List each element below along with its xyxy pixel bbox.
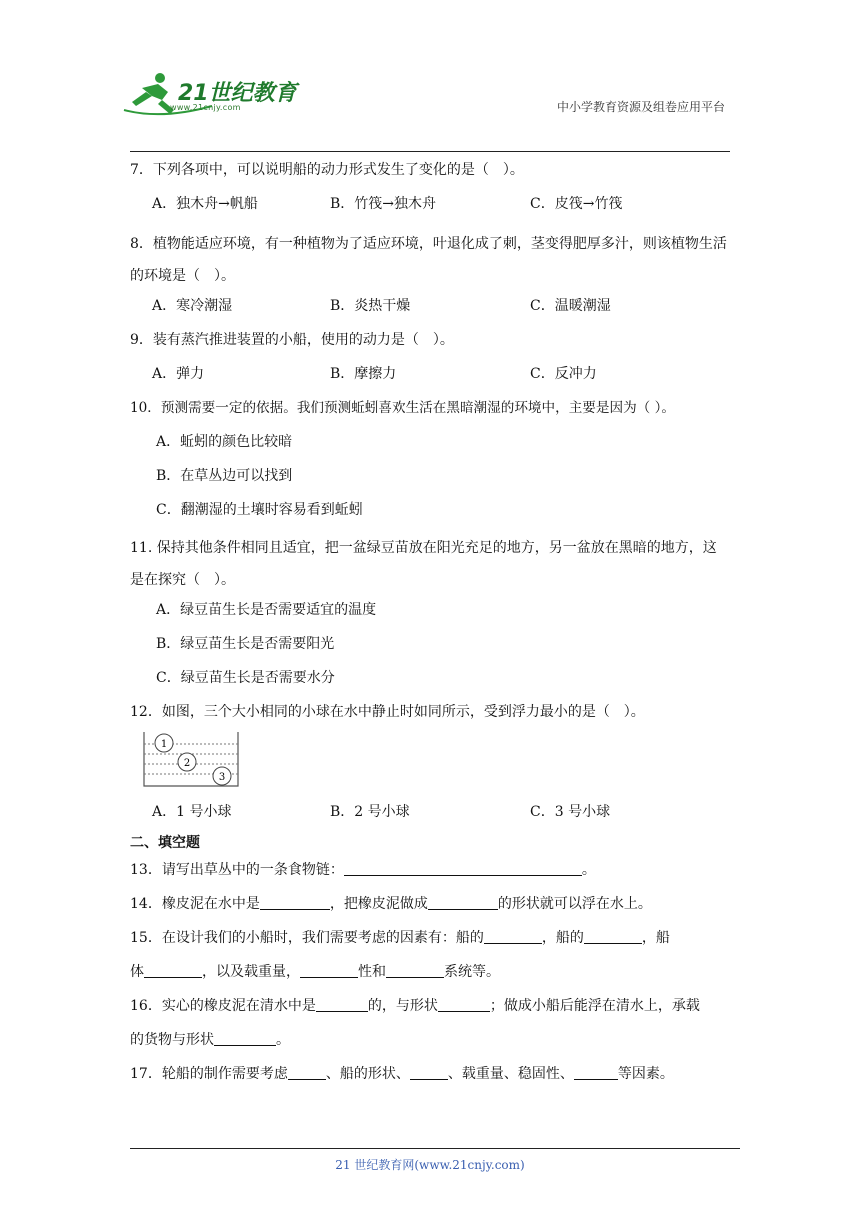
q16-blank-2[interactable]	[438, 997, 490, 1012]
q14-blank-2[interactable]	[428, 895, 498, 910]
q9-option-c: C．反冲力	[530, 366, 597, 382]
q15-blank-3[interactable]	[144, 963, 202, 978]
question-7: 7．下列各项中，可以说明船的动力形式发生了变化的是（ ）。	[130, 162, 524, 178]
q9-option-b: B．摩擦力	[330, 366, 397, 382]
q13-blank[interactable]	[344, 861, 582, 876]
question-8: 8．植物能适应环境，有一种植物为了适应环境，叶退化成了刺，茎变得肥厚多汁，则该植物生活的环境是（ ）。	[130, 236, 727, 284]
q8-option-b: B．炎热干燥	[330, 298, 411, 314]
q15-blank-4[interactable]	[300, 963, 358, 978]
q14-blank-1[interactable]	[260, 895, 330, 910]
q15-blank-1[interactable]	[484, 929, 542, 944]
q9-option-a: A．弹力	[152, 366, 205, 382]
floating-balls-figure	[142, 730, 242, 790]
q10-option-a: A．蚯蚓的颜色比较暗	[156, 434, 293, 450]
question-12: 12．如图，三个大小相同的小球在水中静止时如同所示，受到浮力最小的是（ ）。	[130, 704, 645, 720]
ball-2	[178, 753, 196, 771]
q15-blank-5[interactable]	[386, 963, 444, 978]
footer-rule	[130, 1148, 740, 1149]
logo-url: www.21cnjy.com	[170, 103, 241, 112]
q8-option-c: C．温暖潮湿	[530, 298, 611, 314]
q12-option-c: C．3 号小球	[530, 804, 611, 820]
question-17: 17．轮船的制作需要考虑 、船的形状、 、载重量、稳固性、 等因素。	[130, 1066, 674, 1082]
question-10: 10．预测需要一定的依据。我们预测蚯蚓喜欢生活在黑暗潮湿的环境中，主要是因为（ ）。	[130, 400, 675, 416]
q8-option-a: A．寒冷潮湿	[152, 298, 233, 314]
question-16-line-1: 16．实心的橡皮泥在清水中是 的，与形状 ；做成小船后能浮在清水上，承载	[130, 998, 700, 1014]
q16-blank-1[interactable]	[316, 997, 368, 1012]
ball-3	[213, 767, 231, 785]
question-13: 13．请写出草丛中的一条食物链： 。	[130, 862, 596, 878]
q7-option-a: A．独木舟→帆船	[152, 196, 258, 212]
q10-option-b: B．在草丛边可以找到	[156, 468, 293, 484]
q11-option-b: B．绿豆苗生长是否需要阳光	[156, 636, 335, 652]
ball-3-label: 3	[218, 772, 226, 783]
q10-option-c: C．翻潮湿的土壤时容易看到蚯蚓	[156, 502, 363, 518]
ball-2-label: 2	[183, 758, 191, 769]
q11-option-c: C．绿豆苗生长是否需要水分	[156, 670, 335, 686]
question-16-line-2: 的货物与形状 。	[130, 1032, 290, 1048]
q7-option-c: C．皮筏→竹筏	[530, 196, 623, 212]
logo-text: 21世纪教育	[178, 81, 297, 106]
question-9: 9．装有蒸汽推进装置的小船，使用的动力是（ ）。	[130, 332, 454, 348]
q16-blank-3[interactable]	[214, 1031, 276, 1046]
q17-blank-2[interactable]	[410, 1065, 448, 1080]
section-title-fill-blank: 二、填空题	[130, 835, 200, 851]
footer-text[interactable]: 21 世纪教育网(www.21cnjy.com)	[335, 1158, 525, 1172]
question-11: 11. 保持其他条件相同且适宜，把一盆绿豆苗放在阳光充足的地方，另一盆放在黑暗的地方，这是在探究（ ）。	[130, 540, 717, 588]
ball-1	[155, 734, 173, 752]
header-rule	[130, 151, 730, 152]
q17-blank-3[interactable]	[574, 1065, 618, 1080]
question-15-line-2: 体 ，以及载重量， 性和 系统等。	[130, 964, 500, 980]
question-15-line-1: 15．在设计我们的小船时，我们需要考虑的因素有：船的 ，船的 ，船	[130, 930, 670, 946]
platform-title: 中小学教育资源及组卷应用平台	[556, 100, 725, 114]
ball-1-label: 1	[160, 739, 168, 750]
q15-blank-2[interactable]	[584, 929, 642, 944]
question-14: 14．橡皮泥在水中是 ，把橡皮泥做成 的形状就可以浮在水上。	[130, 896, 652, 912]
q7-option-b: B．竹筏→独木舟	[330, 196, 437, 212]
q17-blank-1[interactable]	[288, 1065, 326, 1080]
q12-option-a: A．1 号小球	[152, 804, 232, 820]
q11-option-a: A．绿豆苗生长是否需要适宜的温度	[156, 602, 377, 618]
q12-option-b: B．2 号小球	[330, 804, 410, 820]
